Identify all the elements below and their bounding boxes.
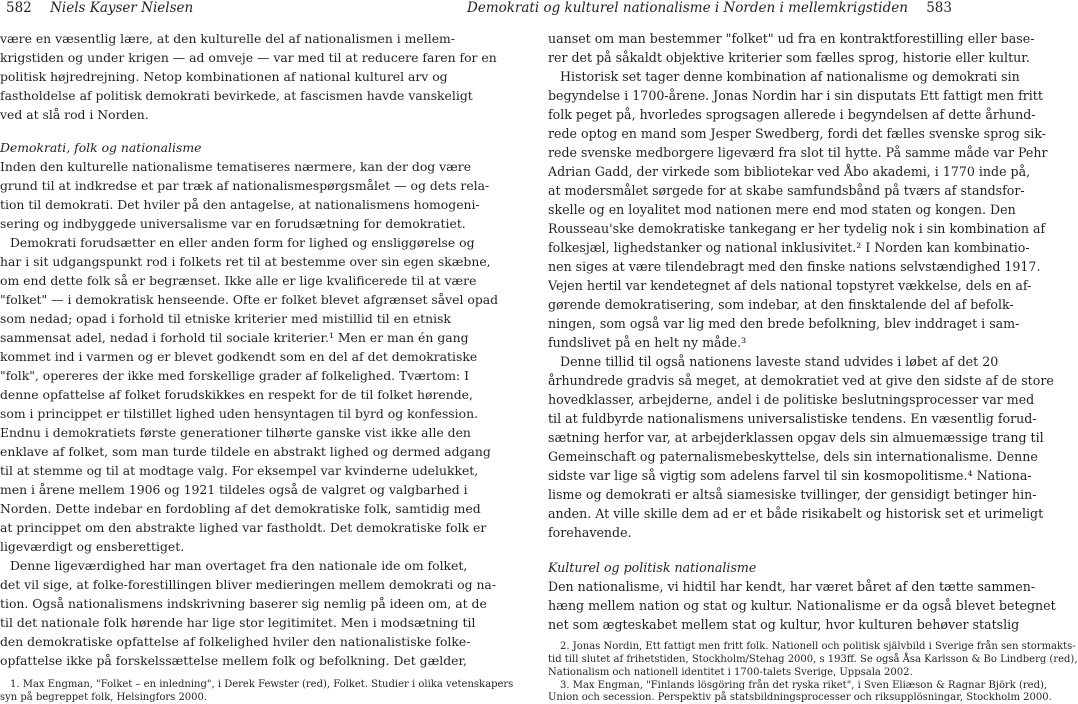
text-line: har i sit udgangspunkt rod i folkets ret til at bestemme over sin egen skæbne,: [0, 254, 491, 269]
text-line: "folket" — i demokratisk henseende. Ofte er folket blevet afgrænset såvel opad: [0, 292, 499, 307]
text-line: rede optog en mand som Jesper Swedberg, fordi det fælles svenske sprog sik-: [548, 126, 1047, 141]
text-line: Demokrati forudsætter en eller anden form for lighed og ensliggørelse og: [10, 235, 475, 250]
text-line: tion. Også nationalismens indskrivning baserer sig nemlig på ideen om, at de: [0, 596, 487, 611]
page-number: 582: [6, 0, 32, 16]
footnote-line: 2. Jonas Nordin, Ett fattigt men fritt folk. Nationell och politisk självbild i Sverige från sen stormakts-: [560, 641, 1076, 652]
text-line: anden. At ville skille dem ad er et både risikabelt og historisk set et urimeligt: [548, 506, 1044, 521]
text-line: krigstiden og under krigen — ad omveje — var med til at reducere faren for en: [0, 50, 497, 65]
footnote-line: Union och secession. Perspektiv på statsbildningsprocesser och riksupplösningar, Stockholm 2000.: [548, 692, 1052, 703]
left-page: [0, 0, 514, 704]
footnote-line: 3. Max Engman, "Finlands lösgöring från det ryska riket", i Sven Eliæson & Ragnar Björk (red),: [560, 680, 1048, 691]
text-line: lisme og demokrati er altså siamesiske tvillinger, der gensidigt betinger hin-: [548, 487, 1037, 502]
footnote-line: Nationalism och nationell identitet i 1700-talets Sverige, Uppsala 2002.: [548, 667, 913, 678]
text-line: rer det på såkaldt objektive kriterier som fælles sprog, historie eller kultur.: [548, 50, 1030, 65]
text-line: men i årene mellem 1906 og 1921 tildeles også de valgret og valgbarhed i: [0, 482, 468, 497]
right-page: [467, 0, 1078, 704]
text-line: sætning herfor var, at arbejderklassen opgav dels sin almuemæssige trang til: [548, 430, 1044, 445]
running-head: Niels Kayser Nielsen: [50, 0, 194, 16]
text-line: være en væsentlig lære, at den kulturelle del af nationalismen i mellem-: [0, 31, 455, 46]
footnote-line: syn på begreppet folk, Helsingfors 2000.: [0, 692, 208, 703]
text-line: politisk højredrejning. Netop kombinationen af national kulturel arv og: [0, 69, 448, 84]
text-line: begyndelse i 1700-årene. Jonas Nordin har i sin disputats Ett fattigt men fritt: [548, 88, 1043, 103]
section-heading: Kulturel og politisk nationalisme: [548, 560, 757, 575]
text-line: tion til demokrati. Det hviler på den antagelse, at nationalismens homogeni-: [0, 197, 480, 212]
text-line: Rousseau'ske demokratiske tankegang er her tydelig nok i sin kombination af: [548, 221, 1046, 236]
text-line: om end dette folk så er begrænset. Ikke alle er lige kvalificerede til at være: [0, 273, 477, 288]
text-line: den demokratiske opfattelse af folkelighed hviler den nationalistiske folke-: [0, 634, 471, 649]
text-line: til det nationale folk hørende har lige stor legitimitet. Men i modsætning til: [0, 615, 476, 630]
text-line: hæng mellem nation og stat og kultur. Nationalisme er da også blevet betegnet: [548, 598, 1056, 613]
text-line: til at stemme og til at modtage valg. For eksempel var kvinderne udelukket,: [0, 463, 479, 478]
right-page-header: [467, 0, 952, 18]
text-line: hovedklasser, arbejderne, andel i de politiske beslutningsprocesser var med: [548, 392, 1035, 407]
text-line: denne opfattelse af folket forudskikkes en respekt for de til folket hørende,: [0, 387, 473, 402]
text-line: enklave af folket, som man turde tildele en abstrakt lighed og dermed adgang: [0, 444, 491, 459]
section-heading: Demokrati, folk og nationalisme: [0, 140, 202, 155]
text-line: ligeværdigt og ensberettiget.: [0, 539, 185, 554]
text-line: rede svenske medborgere ligeværd fra slot til hytte. På samme måde var Pehr: [548, 145, 1048, 160]
text-line: gørende demokratisering, som indebar, at den finsktalende del af befolk-: [548, 297, 1014, 312]
text-line: århundrede gradvis så meget, at demokratiet ved at give den sidste af de store: [548, 373, 1054, 388]
text-line: Inden den kulturelle nationalisme tematiseres nærmere, kan der dog være: [0, 159, 472, 174]
text-line: ningen, som også var lig med den brede befolkning, blev inddraget i sam-: [548, 316, 1020, 331]
text-line: Gemeinschaft og paternalismebeskyttelse, dels sin internationalisme. Denne: [548, 449, 1038, 464]
text-line: Denne tillid til også nationens laveste stand udvides i løbet af det 20: [560, 354, 999, 369]
text-line: uanset om man bestemmer "folket" ud fra en kontraktforestilling eller base-: [548, 31, 1035, 46]
text-line: at modersmålet sørgede for at skabe samfundsbånd på tværs af standsfor-: [548, 183, 1025, 198]
text-line: skelle og en loyalitet mod nationen mere end mod staten og kongen. Den: [548, 202, 1016, 217]
text-line: kommet ind i varmen og er blevet godkendt som en del af det demokratiske: [0, 349, 478, 364]
text-line: folk peget på, hvorledes sprogsagen allerede i begyndelsen af dette århund-: [548, 107, 1036, 122]
text-line: som nedad; opad i forhold til etniske kriterier med mistillid til en etnisk: [0, 311, 451, 326]
text-line: Historisk set tager denne kombination af nationalisme og demokrati sin: [560, 69, 1020, 84]
text-line: det vil sige, at folke-forestillingen bliver medieringen mellem demokrati og na-: [0, 577, 497, 592]
text-line: Vejen hertil var kendetegnet af dels national topstyret vækkelse, dels en af-: [548, 278, 1032, 293]
text-line: Adrian Gadd, der virkede som bibliotekar ved Åbo akademi, i 1770 inde på,: [548, 164, 1031, 179]
running-head: Demokrati og kulturel nationalisme i Norden i mellemkrigstiden: [467, 0, 908, 16]
text-line: folkesjæl, lighedstanker og national inklusivitet.² I Norden kan kombinatio-: [548, 240, 1030, 255]
text-line: fastholdelse af politisk demokrati bevirkede, at fascismen havde vanskeligt: [0, 88, 473, 103]
text-line: fundslivet på en helt ny måde.³: [548, 335, 747, 350]
text-line: opfattelse ikke på forskelssættelse mellem folk og befolkning. Det gælder,: [0, 653, 467, 668]
left-page-header: [6, 0, 193, 18]
text-line: at princippet om den abstrakte lighed var fastholdt. Det demokratiske folk er: [0, 520, 487, 535]
text-line: til at fuldbyrde nationalismens universalistiske tendens. En væsentlig forud-: [548, 411, 1037, 426]
text-line: net som ægteskabet mellem stat og kultur, hvor kulturen behøver statslig: [548, 617, 1020, 632]
text-line: Den nationalisme, vi hidtil har kendt, har været båret af den tætte sammen-: [548, 579, 1036, 594]
text-line: grund til at indkredse et par træk af nationalismespørgsmålet — og dets rela-: [0, 178, 490, 193]
text-line: Norden. Dette indebar en fordobling af det demokratiske folk, samtidig med: [0, 501, 481, 516]
text-line: Endnu i demokratiets første generationer tilhørte ganske vist ikke alle den: [0, 425, 471, 440]
page-number: 583: [926, 0, 952, 16]
text-line: Denne ligeværdighed har man overtaget fra den nationale ide om folket,: [10, 558, 468, 573]
text-line: sidste var lige så vigtig som adelens farvel til sin kosmopolitisme.⁴ Nationa-: [548, 468, 1032, 483]
text-line: sering og indbyggede universalisme var en forudsætning for demokratiet.: [0, 216, 466, 231]
footnote-line: tid till slutet af frihetstiden, Stockholm/Stehag 2000, s 193ff. Se også Åsa Karlsson & Bo Lindberg (red),: [548, 654, 1078, 665]
text-line: ved at slå rod i Norden.: [0, 107, 149, 122]
text-line: sammensat adel, nedad i forhold til sociale kriterier.¹ Men er man én gang: [0, 330, 469, 345]
footnote-line: 1. Max Engman, "Folket – en inledning", i Derek Fewster (red), Folket. Studier i olika vetenskapers: [10, 679, 514, 690]
text-line: som i princippet er tilstillet lighed uden hensyntagen til byrd og konfession.: [0, 406, 479, 421]
text-line: "folk", opereres der ikke med forskellige grader af folkelighed. Tværtom: I: [0, 368, 470, 383]
text-line: forehavende.: [548, 525, 632, 540]
text-line: nen siges at være tilendebragt med den finske nations selvstændighed 1917.: [548, 259, 1041, 274]
